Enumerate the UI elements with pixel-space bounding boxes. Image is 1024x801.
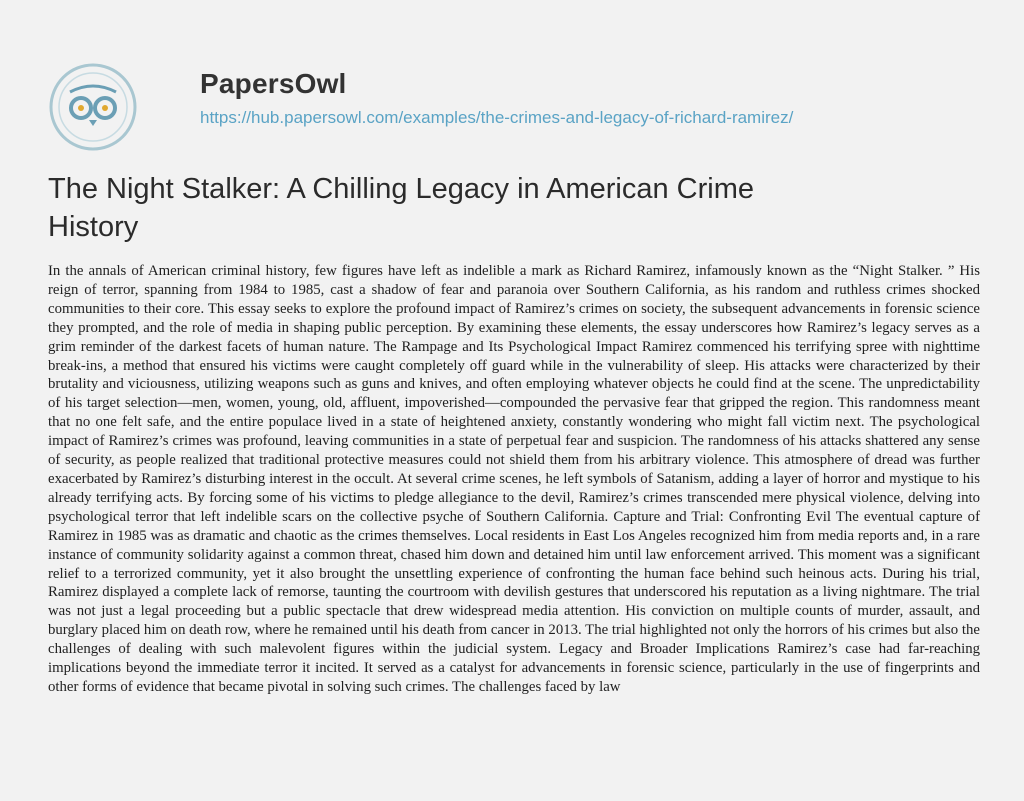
essay-title: The Night Stalker: A Chilling Legacy in American Crime History bbox=[48, 173, 754, 243]
essay-body: In the annals of American criminal history, few figures have left as indelible a mark as Richard Ramirez, infamously known as the “Night Stalker. ” His reign of terror, spanning from 1984 to 1985, cast a shadow of fear and paranoia over Southern California, as his random and ruthless crimes shocked communities to their core. This essay seeks to explore the profound impact of Ramirez’s crimes on society, the subsequent advancements in forensic science they prompted, and the role of media in shaping public perception. By examining these elements, the essay underscores how Ramirez’s legacy serves as a grim reminder of the darkest facets of human nature. The Rampage and Its Psychological Impact Ramirez commenced his terrifying spree with nighttime break-ins, a method that ensured his victims were caught completely off guard while in the vulnerability of sleep. His attacks were characterized by their brutality and viciousness, utilizing weapons such as guns and knives, and often employing whatever objects he could find at the scene. The unpredictability of his target selection—men, women, young, old, affluent, impoverished—compounded the pervasive fear that gripped the region. This randomness meant that no one felt safe, and the entire populace lived in a state of heightened anxiety, constantly wondering who might fall victim next. The psychological impact of Ramirez’s crimes was profound, leaving communities in a state of perpetual fear and suspicion. The randomness of his attacks shattered any sense of security, as people realized that traditional protective measures could not shield them from his arbitrary violence. This atmosphere of dread was further exacerbated by Ramirez’s disturbing interest in the occult. At several crime scenes, he left symbols of Satanism, adding a layer of horror and mystique to his already terrifying acts. By forcing some of his victims to pledge allegiance to the devil, Ramirez’s crimes transcended mere physical violence, delving into psychological terror that left indelible scars on the collective psyche of Southern California. Capture and Trial: Confronting Evil The eventual capture of Ramirez in 1985 was as dramatic and chaotic as the crimes themselves. Local residents in East Los Angeles recognized him from media reports and, in a rare instance of community solidarity against a common threat, chased him down and detained him until law enforcement arrived. This moment was a significant relief to a terrorized community, yet it also brought the unsettling experience of confronting the human face behind such heinous acts. During his trial, Ramirez displayed a complete lack of remorse, taunting the courtroom with devilish gestures that underscored his reputation as a living nightmare. The trial was not just a legal proceeding but a public spectacle that drew widespread media attention. His conviction on multiple counts of murder, assault, and burglary placed him on death row, where he remained until his death from cancer in 2013. The trial highlighted not only the horrors of his crimes but also the challenges of dealing with such malevolent figures within the judicial system. Legacy and Broader Implications Ramirez’s case had far-reaching implications beyond the immediate terror it incited. It served as a catalyst for advancements in forensic science, particularly in the use of fingerprints and other forms of evidence that became pivotal in solving such crimes. The challenges faced by law bbox=[48, 263, 980, 695]
site-header bbox=[48, 34, 988, 134]
source-url-link[interactable]: https://hub.papersowl.com/examples/the-crimes-and-legacy-of-richard-ramirez/ bbox=[200, 108, 794, 127]
owl-logo-icon bbox=[48, 62, 138, 152]
brand-name: PapersOwl bbox=[200, 68, 347, 99]
